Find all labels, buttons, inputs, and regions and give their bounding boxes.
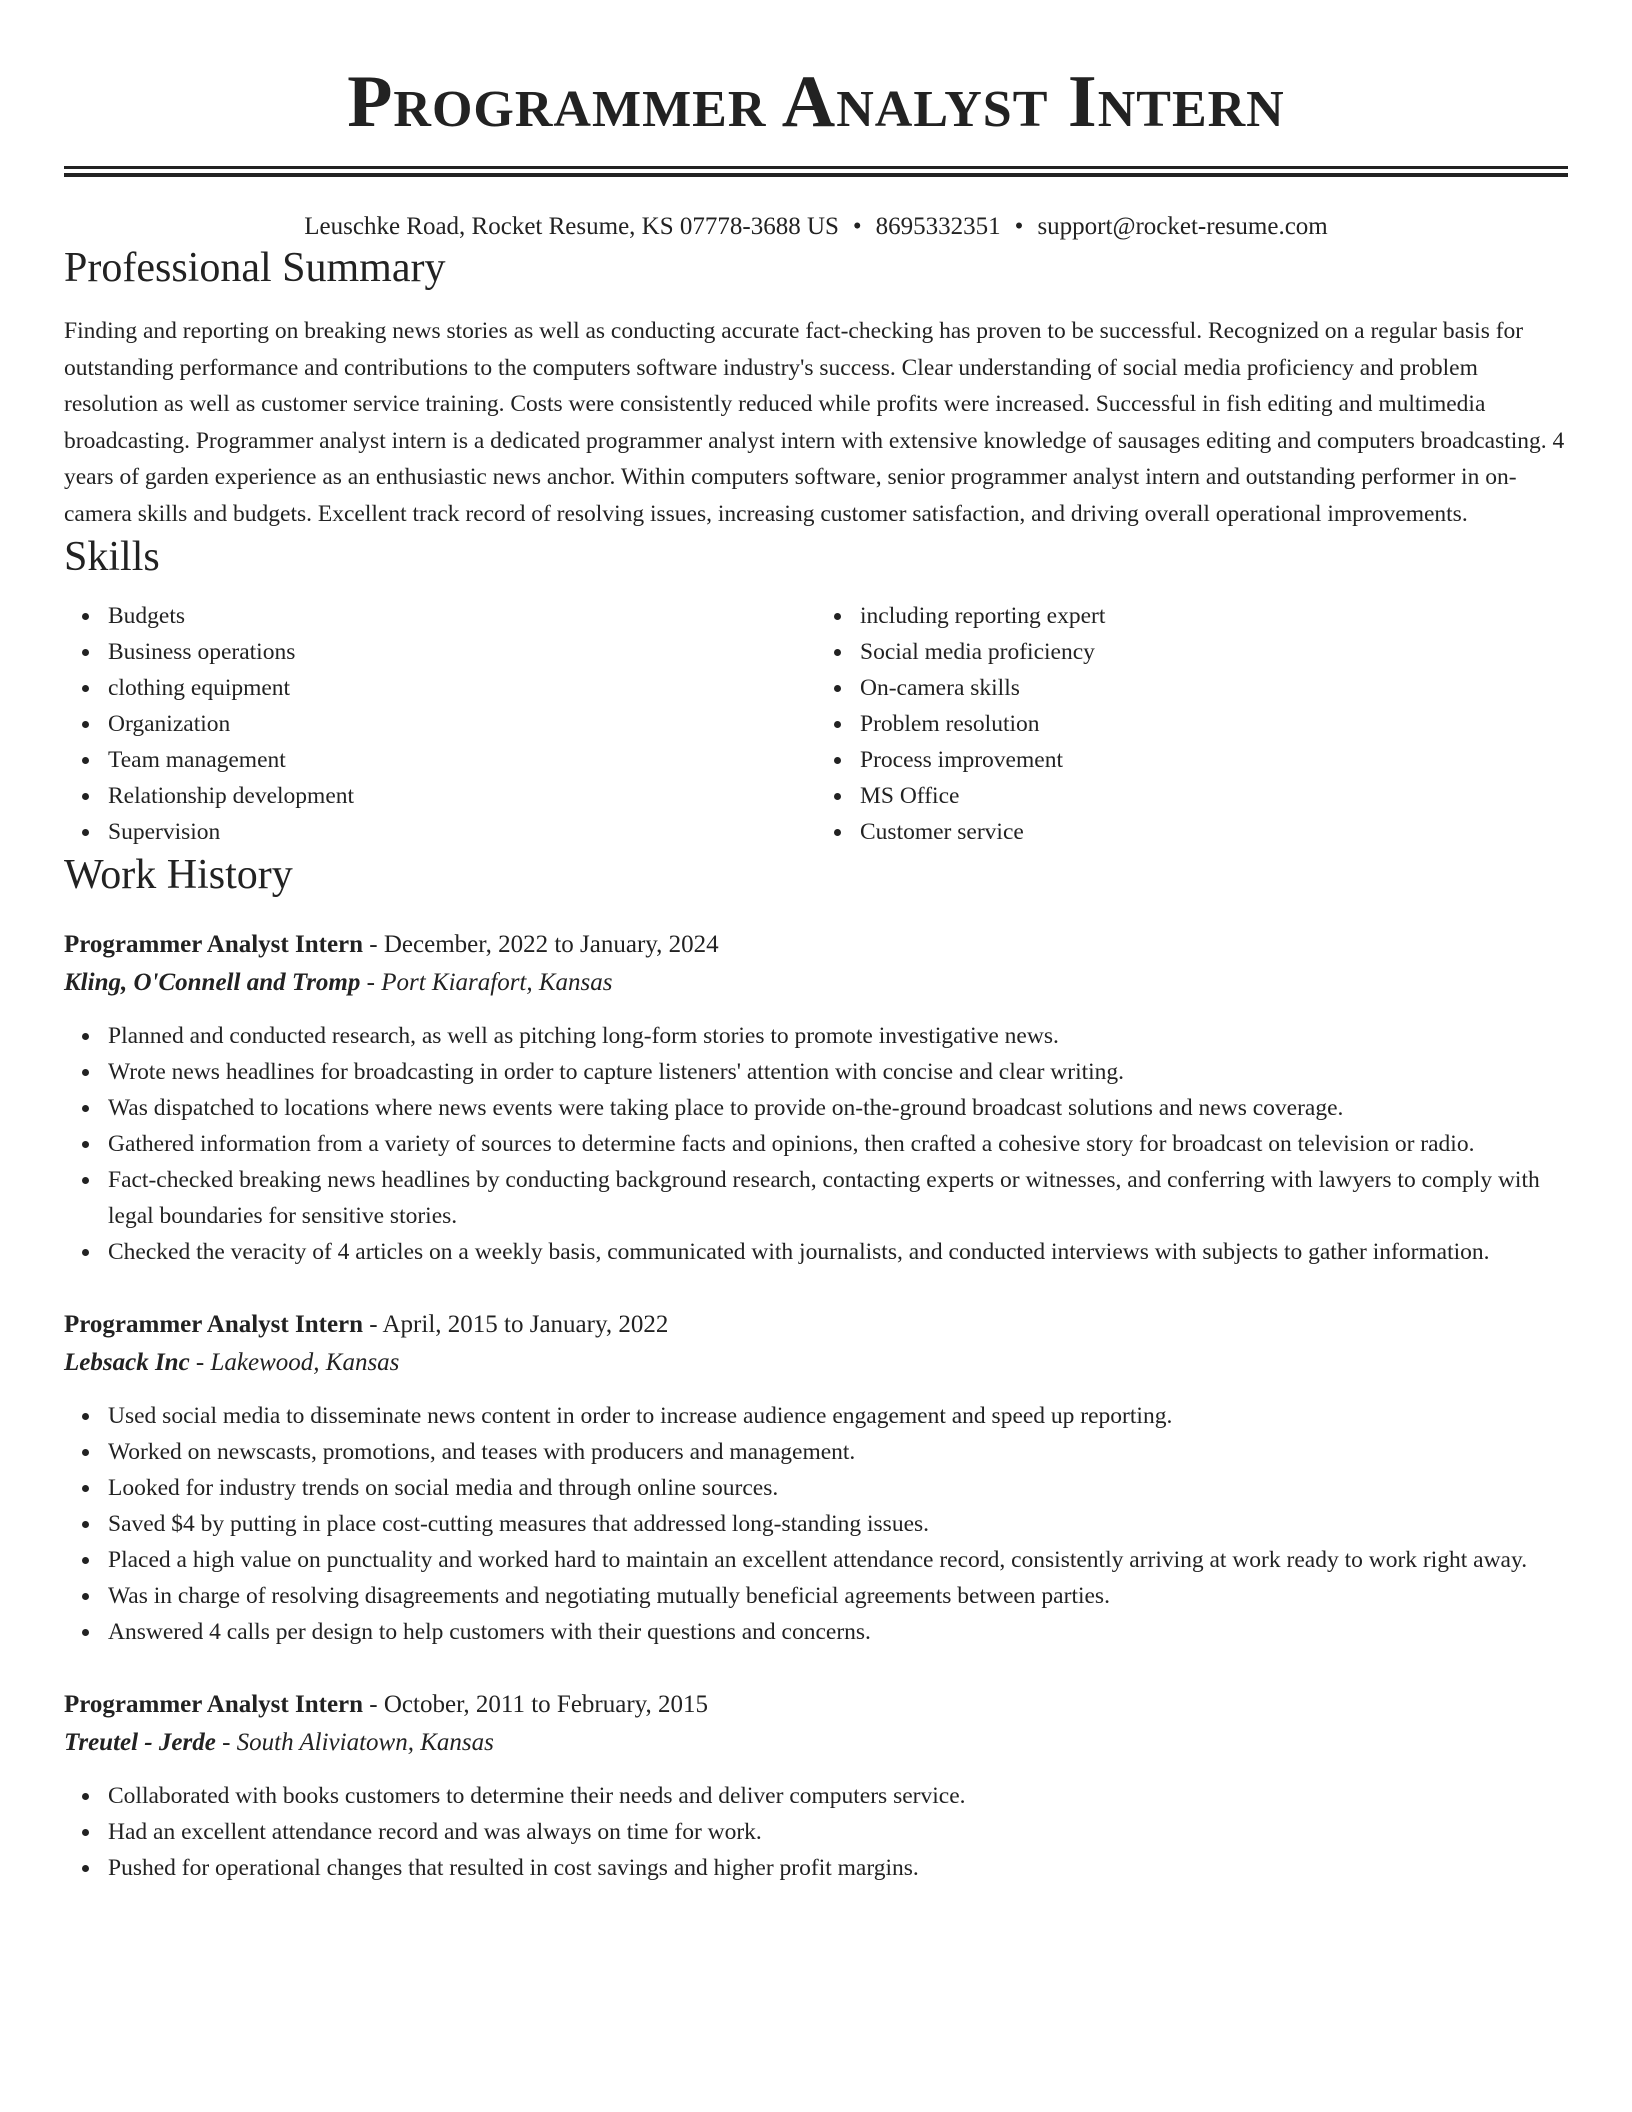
skills-column-right bbox=[816, 598, 1568, 850]
job-header: Programmer Analyst Intern - October, 2011 to February, 2015 bbox=[64, 1691, 709, 1718]
skill-item: Supervision bbox=[108, 814, 816, 850]
job-company: Kling, O'Connell and Tromp bbox=[64, 969, 361, 996]
skills-column-left bbox=[64, 598, 816, 850]
job-duty: Placed a high value on punctuality and worked hard to maintain an excellent attendance record, consistently arriving at work ready to work right away. bbox=[108, 1542, 1568, 1578]
contact-email: support@rocket-resume.com bbox=[1037, 213, 1328, 240]
skill-item: clothing equipment bbox=[108, 670, 816, 706]
contact-separator: • bbox=[852, 213, 862, 240]
skill-item: Problem resolution bbox=[860, 706, 1568, 742]
job-company: Lebsack Inc bbox=[64, 1349, 190, 1376]
skill-item: Customer service bbox=[860, 814, 1568, 850]
skills-heading: Skills bbox=[64, 534, 160, 580]
job-dates: December, 2022 to January, 2024 bbox=[383, 931, 719, 958]
job-duty: Worked on newscasts, promotions, and teases with producers and management. bbox=[108, 1434, 1568, 1470]
skill-item: Relationship development bbox=[108, 778, 816, 814]
skill-item: Budgets bbox=[108, 598, 816, 634]
job-dates: April, 2015 to January, 2022 bbox=[382, 1311, 669, 1338]
contact-phone: 8695332351 bbox=[875, 213, 1001, 240]
job-duty: Wrote news headlines for broadcasting in order to capture listeners' attention with concise and clear writing. bbox=[108, 1054, 1568, 1090]
job-duty: Had an excellent attendance record and was always on time for work. bbox=[108, 1814, 1568, 1850]
skill-item: Organization bbox=[108, 706, 816, 742]
job-duty: Planned and conducted research, as well as pitching long-form stories to promote investigative news. bbox=[108, 1018, 1568, 1054]
job-title: Programmer Analyst Intern bbox=[64, 1311, 364, 1338]
summary-text: Finding and reporting on breaking news stories as well as conducting accurate fact-checking has proven to be successful. Recognized on a regular basis for outstanding performance and contributions to the computers software industry's success. Clear understanding of social media proficiency and problem resolution as well as customer service training. Costs were consistently reduced while profits were increased. Successful in fish editing and multimedia broadcasting. Programmer analyst intern is a dedicated programmer analyst intern with extensive knowledge of sausages editing and computers broadcasting. 4 years of garden experience as an enthusiastic news anchor. Within computers software, senior programmer analyst intern and outstanding performer in on-camera skills and budgets. Excellent track record of resolving issues, increasing customer satisfaction, and driving overall operational improvements. bbox=[64, 318, 1565, 527]
contact-separator: • bbox=[1014, 213, 1024, 240]
skill-item: On-camera skills bbox=[860, 670, 1568, 706]
work-history-heading: Work History bbox=[64, 852, 293, 898]
job-duty: Collaborated with books customers to determine their needs and deliver computers service. bbox=[108, 1778, 1568, 1814]
job-duty: Fact-checked breaking news headlines by conducting background research, contacting experts or witnesses, and conferring with lawyers to comply with legal boundaries for sensitive stories. bbox=[108, 1162, 1568, 1234]
skill-item: Process improvement bbox=[860, 742, 1568, 778]
summary-heading: Professional Summary bbox=[64, 245, 446, 291]
job-location: Port Kiarafort, Kansas bbox=[381, 969, 613, 996]
job-title: Programmer Analyst Intern bbox=[64, 1691, 364, 1718]
skill-item: Team management bbox=[108, 742, 816, 778]
skills-list bbox=[64, 598, 1568, 850]
skill-item: MS Office bbox=[860, 778, 1568, 814]
job-entry bbox=[64, 1306, 1568, 1650]
skill-item: including reporting expert bbox=[860, 598, 1568, 634]
job-duty: Was in charge of resolving disagreements and negotiating mutually beneficial agreements between parties. bbox=[108, 1578, 1568, 1614]
contact-address: Leuschke Road, Rocket Resume, KS 07778-3688 US bbox=[304, 213, 839, 240]
job-header: Programmer Analyst Intern - April, 2015 to January, 2022 bbox=[64, 1311, 669, 1338]
job-location: Lakewood, Kansas bbox=[210, 1349, 400, 1376]
job-duties bbox=[64, 1398, 1568, 1650]
job-duty: Looked for industry trends on social media and through online sources. bbox=[108, 1470, 1568, 1506]
title-divider bbox=[64, 166, 1568, 177]
job-duty: Checked the veracity of 4 articles on a weekly basis, communicated with journalists, and conducted interviews with subjects to gather information. bbox=[108, 1234, 1568, 1270]
job-entry bbox=[64, 1686, 1568, 1886]
job-employer: Treutel - Jerde - South Aliviatown, Kansas bbox=[64, 1729, 494, 1756]
job-duty: Saved $4 by putting in place cost-cutting measures that addressed long-standing issues. bbox=[108, 1506, 1568, 1542]
job-duty: Gathered information from a variety of sources to determine facts and opinions, then crafted a cohesive story for broadcast on television or radio. bbox=[108, 1126, 1568, 1162]
job-title: Programmer Analyst Intern bbox=[64, 931, 364, 958]
job-duty: Used social media to disseminate news content in order to increase audience engagement and speed up reporting. bbox=[108, 1398, 1568, 1434]
job-duty: Answered 4 calls per design to help customers with their questions and concerns. bbox=[108, 1614, 1568, 1650]
job-duties bbox=[64, 1778, 1568, 1886]
skill-item: Business operations bbox=[108, 634, 816, 670]
job-duty: Pushed for operational changes that resulted in cost savings and higher profit margins. bbox=[108, 1850, 1568, 1886]
job-employer: Kling, O'Connell and Tromp - Port Kiarafort, Kansas bbox=[64, 969, 613, 996]
job-entry bbox=[64, 926, 1568, 1270]
job-duties bbox=[64, 1018, 1568, 1270]
job-location: South Aliviatown, Kansas bbox=[236, 1729, 494, 1756]
job-dates: October, 2011 to February, 2015 bbox=[383, 1691, 709, 1718]
resume-title: Programmer Analyst Intern bbox=[347, 61, 1285, 143]
job-duty: Was dispatched to locations where news events were taking place to provide on-the-ground broadcast solutions and news coverage. bbox=[108, 1090, 1568, 1126]
skill-item: Social media proficiency bbox=[860, 634, 1568, 670]
job-header: Programmer Analyst Intern - December, 2022 to January, 2024 bbox=[64, 931, 719, 958]
contact-line bbox=[64, 211, 1568, 243]
job-company: Treutel - Jerde bbox=[64, 1729, 216, 1756]
job-employer: Lebsack Inc - Lakewood, Kansas bbox=[64, 1349, 400, 1376]
